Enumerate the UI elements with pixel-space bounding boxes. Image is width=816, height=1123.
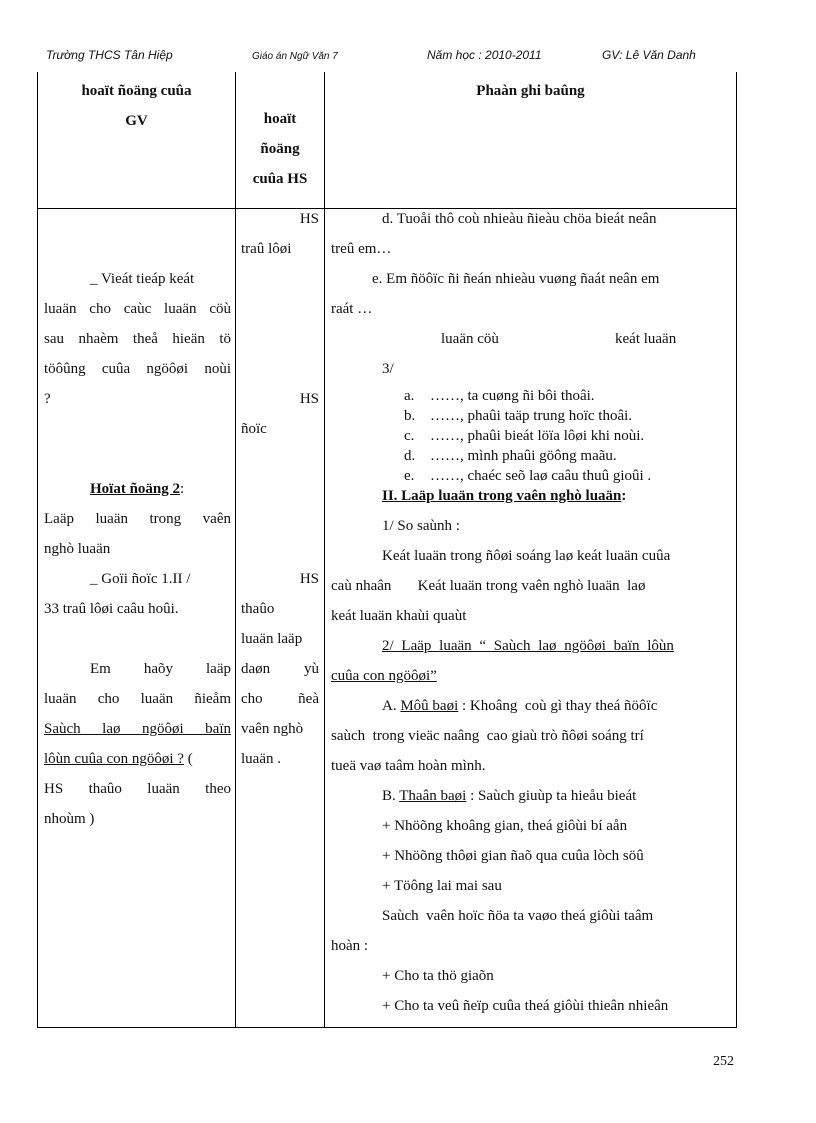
header-board-notes: Phaàn ghi baûng <box>476 83 585 99</box>
argument-topic: 2/ Laäp luaän “ Saùch laø ngöôøi baïn lôùn <box>382 638 674 654</box>
text-fragment: ( <box>183 751 193 767</box>
lesson-table <box>37 72 737 1028</box>
board-notes-upper <box>331 204 728 384</box>
text-line: cho ñeà <box>241 691 319 707</box>
text-line: treû em… <box>331 241 392 257</box>
text-line: Saùch vaên hoïc ñöa ta vaøo theá giôùi taâm <box>382 908 654 924</box>
student-activity-a <box>241 204 319 264</box>
list-text: ……, phaûi bieát löïa lôøi khi noùi. <box>430 428 645 444</box>
intro-label: Môû baøi <box>400 698 459 714</box>
text-line: HS <box>299 571 319 587</box>
list-text: ……, ta cuøng ñi bôi thoâi. <box>430 388 595 404</box>
text-line: hoàn : <box>331 938 369 954</box>
text-line: luaän cho caùc luaän cöù <box>44 301 231 317</box>
activity-2-block <box>44 474 231 834</box>
label-conclusion: keát luaän <box>615 331 677 347</box>
list-item <box>404 446 734 466</box>
bullet-line: + Nhöõng khoâng gian, theá giôùi bí aån <box>382 818 628 834</box>
text-line: töôûng cuûa ngöôøi noùi <box>44 361 231 377</box>
text-line: traû lôøi <box>241 241 292 257</box>
school-name: Trường THCS Tân Hiệp <box>46 48 173 62</box>
text-line: 33 traû lôøi caâu hoûi. <box>44 601 179 617</box>
header-text: hoaït ñoäng cuûa <box>81 83 192 99</box>
text-fragment: : <box>180 481 185 497</box>
page-number: 252 <box>713 1054 734 1069</box>
bullet-line: + Cho ta veû ñeïp cuûa theá giôùi thieân nhieân <box>382 998 669 1014</box>
text-line: nhoùm ) <box>44 811 95 827</box>
text-line: luaän laäp <box>241 631 303 647</box>
header-text: GV <box>125 113 148 129</box>
header-text: cuûa HS <box>252 171 308 187</box>
exercise-3-list <box>404 386 734 486</box>
header-text: hoaït <box>263 111 297 127</box>
label-argument: luaän cöù <box>441 331 499 347</box>
text-line: ? <box>44 391 51 407</box>
list-text: ……, phaûi taäp trung hoïc thoâi. <box>430 408 633 424</box>
text-line: ñoïc <box>241 421 267 437</box>
essay-topic-link: Saùch laø ngöôøi baïn <box>44 721 231 737</box>
essay-topic-link: lôùn cuûa con ngöôøi ? <box>44 751 184 767</box>
text-line: saùch trong vieäc naâng cao giaù trò ñôøi soáng trí <box>331 728 644 744</box>
text-line: luaän cho luaän ñieåm <box>44 691 231 707</box>
bullet-line: + Cho ta thö giaõn <box>382 968 494 984</box>
teacher-name: GV: Lê Văn Danh <box>602 48 696 62</box>
header-teacher-activity <box>38 76 235 136</box>
column-divider <box>324 72 325 1027</box>
text-line: caù nhaân Keát luaän trong vaên nghò luaän laø <box>331 578 646 594</box>
text-line: _ Goïi ñoïc 1.II / <box>90 571 191 587</box>
activity-2-title: Hoïat ñoäng 2 <box>90 481 181 497</box>
list-marker: d. <box>404 448 416 464</box>
list-item <box>404 466 734 486</box>
text-fragment: : Khoâng coù gì thay theá ñöôïc <box>458 698 658 714</box>
school-year: Năm học : 2010-2011 <box>427 48 542 62</box>
board-notes-lower <box>331 484 728 1021</box>
text-line: sau nhaèm theå hieän tö <box>44 331 231 347</box>
text-line: luaän . <box>241 751 281 767</box>
list-marker: e. <box>404 468 415 484</box>
column-divider <box>235 72 236 1027</box>
section-2-title: II. Laäp luaän trong vaên nghò luaän <box>382 488 622 504</box>
text-line: nghò luaän <box>44 541 111 557</box>
text-line: e. Em ñöôïc ñi ñeán nhieàu vuøng ñaát neân em <box>372 271 660 287</box>
argument-topic: cuûa con ngöôøi” <box>331 668 437 684</box>
text-line: keát luaän khaùi quaùt <box>331 608 467 624</box>
text-line: Keát luaän trong ñôøi soáng laø keát luaän cuûa <box>382 548 671 564</box>
page-header <box>0 48 816 68</box>
lesson-plan-title: Giáo án Ngữ Văn 7 <box>252 51 338 62</box>
text-line: HS <box>299 211 319 227</box>
list-marker: a. <box>404 388 415 404</box>
section-label: A. <box>382 698 397 714</box>
text-line: tueä vaø taâm hoàn mình. <box>331 758 486 774</box>
student-activity-b <box>241 384 319 444</box>
header-student-activity <box>236 104 324 194</box>
text-line: HS <box>299 391 319 407</box>
text-line: HS thaûo luaän theo <box>44 781 231 797</box>
header-text: ñoäng <box>260 141 300 157</box>
text-line: Em haõy laäp <box>90 661 231 677</box>
teacher-activity-cell <box>44 264 231 414</box>
text-line: daøn yù <box>241 661 319 677</box>
bullet-line: + Nhöõng thôøi gian ñaõ qua cuûa lòch söû <box>382 848 644 864</box>
subheading-compare: 1/ So saùnh : <box>382 518 460 534</box>
list-text: ……, mình phaûi göông maãu. <box>430 448 617 464</box>
bullet-line: + Töông lai mai sau <box>382 878 502 894</box>
list-text: ……, chaéc seõ laø caâu thuû gioûi . <box>430 468 652 484</box>
text-line: d. Tuoåi thô coù nhieàu ñieàu chöa bieát neân <box>382 211 657 227</box>
student-activity-c <box>241 564 319 774</box>
text-line: raát … <box>331 301 373 317</box>
list-item <box>404 426 734 446</box>
text-line: vaên nghò <box>241 721 304 737</box>
text-fragment: : <box>621 488 627 504</box>
list-marker: b. <box>404 408 416 424</box>
text-line: thaûo <box>241 601 275 617</box>
list-item <box>404 406 734 426</box>
list-item <box>404 386 734 406</box>
list-marker: c. <box>404 428 415 444</box>
body-label: Thaân baøi <box>399 788 467 804</box>
text-line: _ Vieát tieáp keát <box>90 271 195 287</box>
exercise-number: 3/ <box>382 361 394 377</box>
text-fragment: : Saùch giuùp ta hieåu bieát <box>466 788 637 804</box>
section-label: B. <box>382 788 396 804</box>
text-line: Laäp luaän trong vaên <box>44 511 231 527</box>
